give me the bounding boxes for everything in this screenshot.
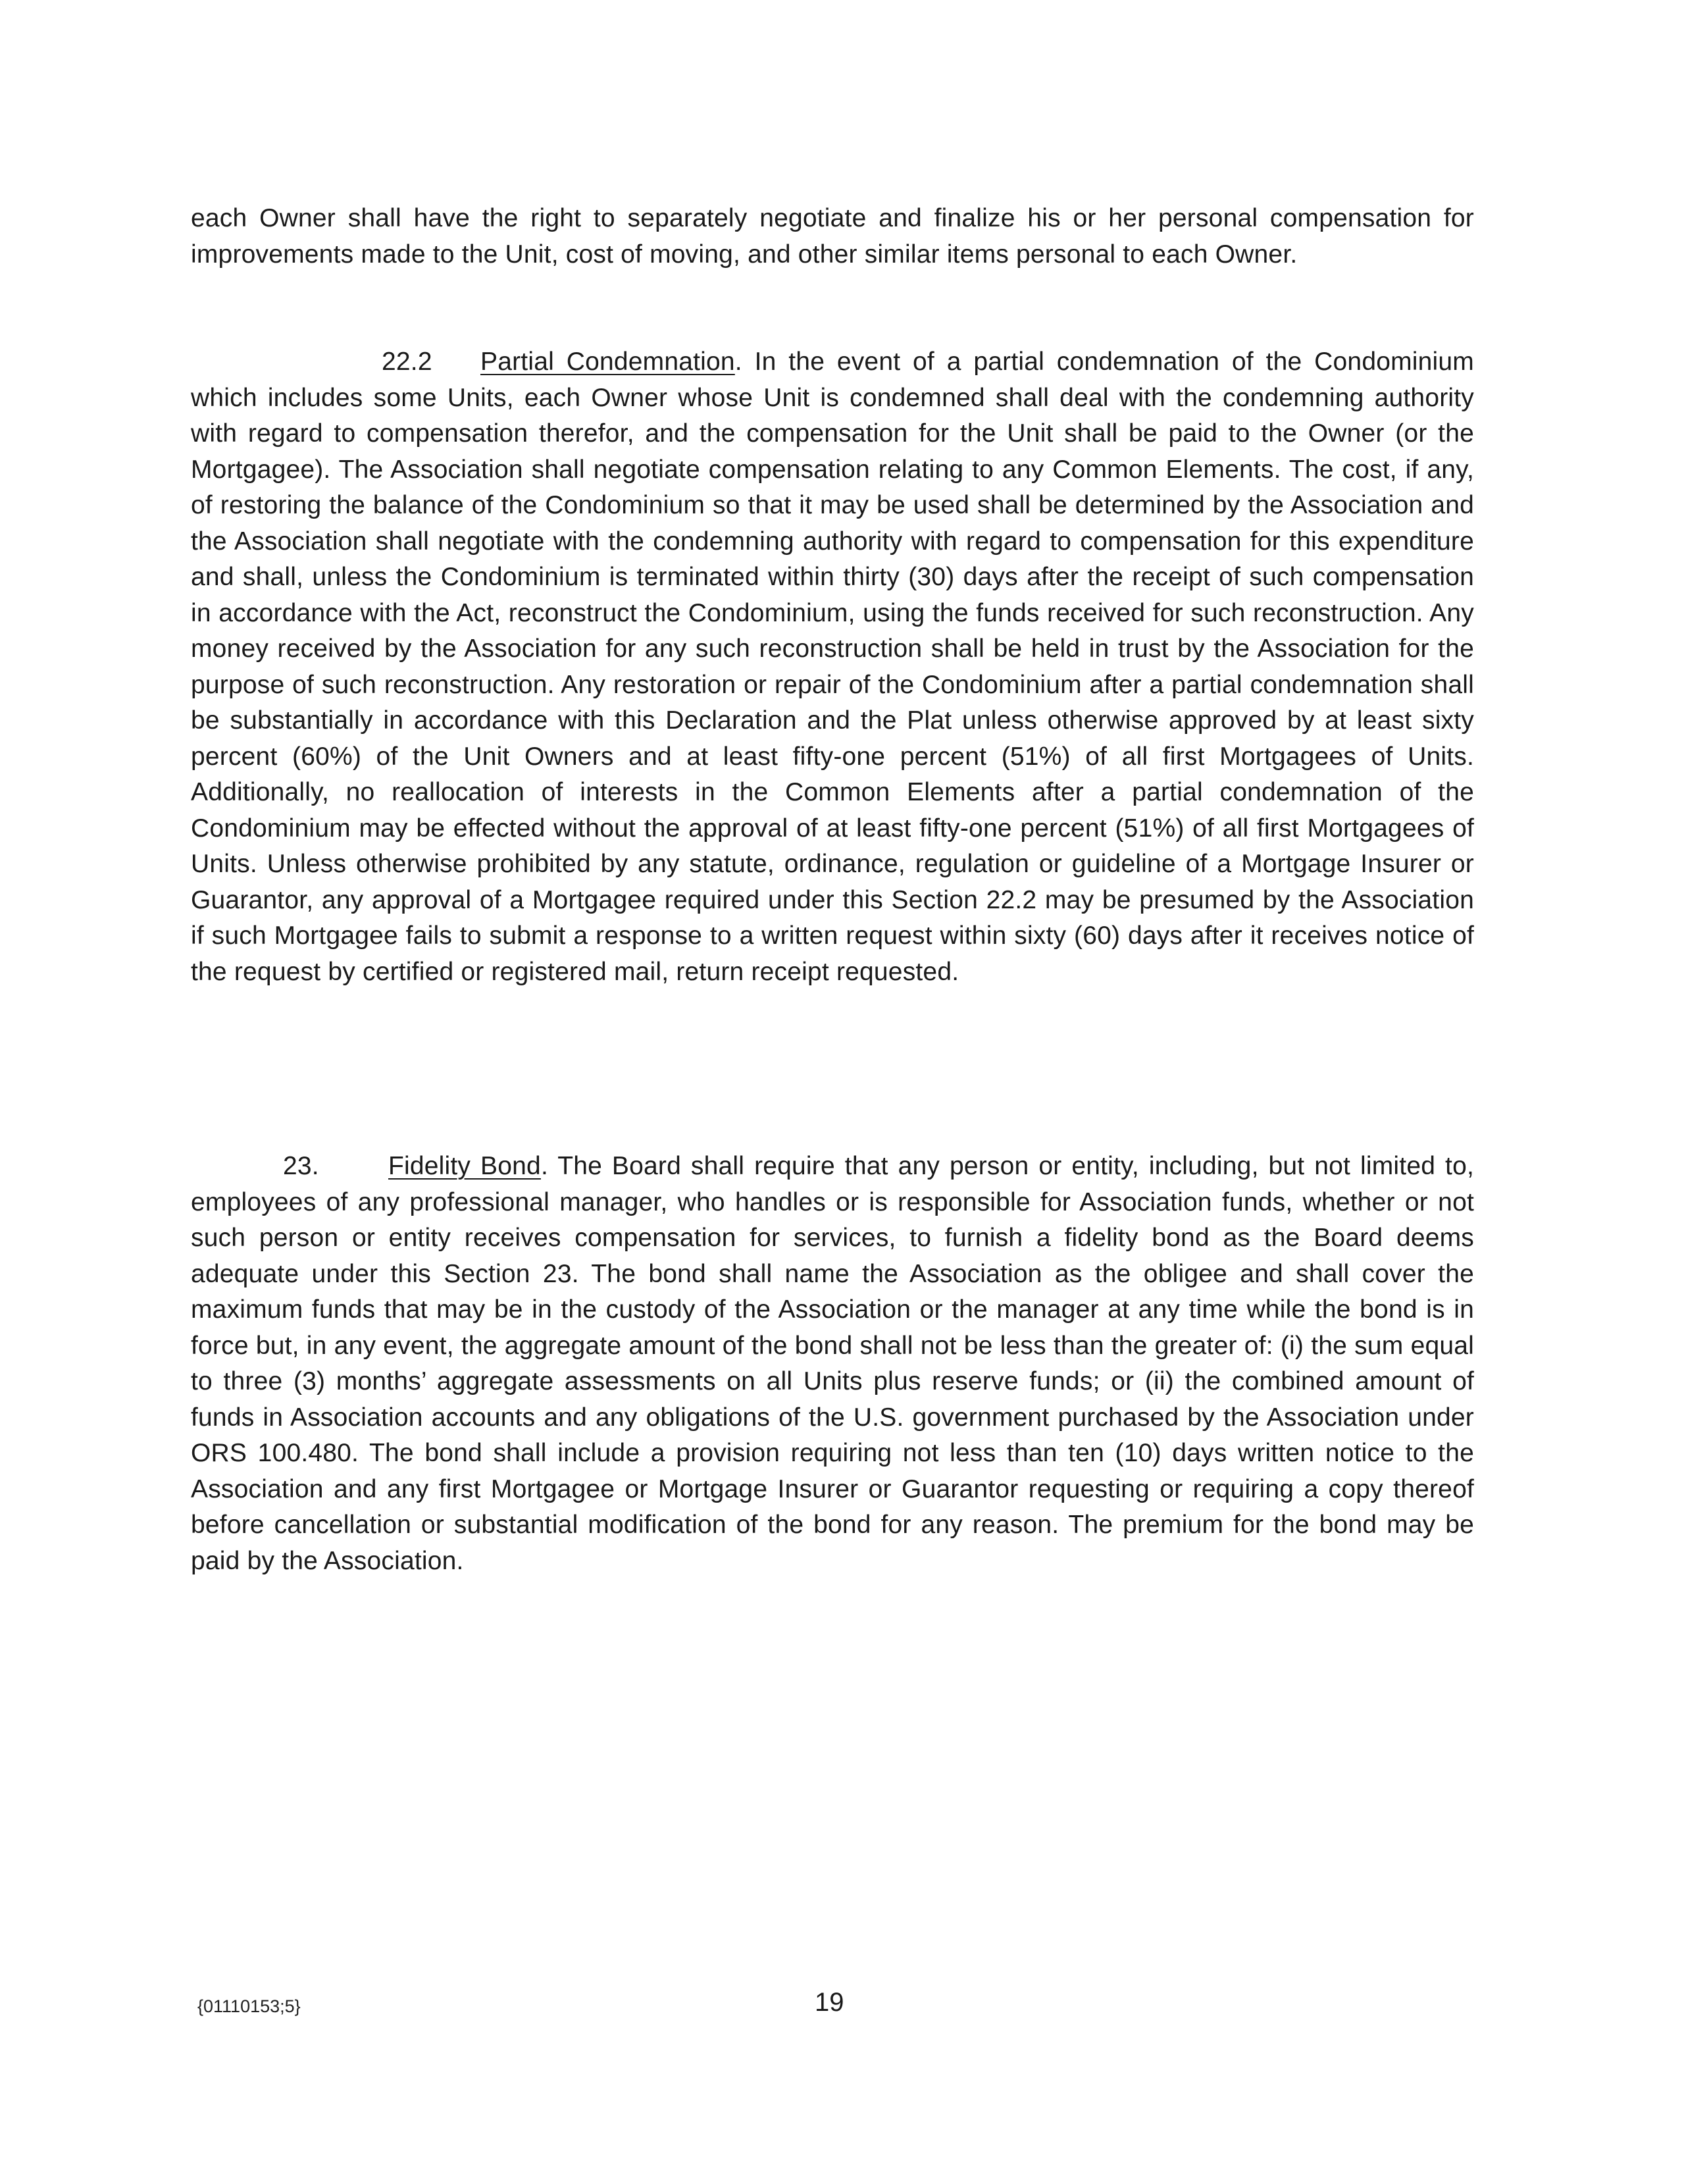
section-23-paragraph: [191, 1149, 1474, 1579]
section-22-2-paragraph: [191, 344, 1474, 990]
intro-paragraph: [191, 201, 1474, 273]
document-id: {01110153;5}: [197, 1996, 301, 2016]
page-number: 19: [815, 1988, 844, 2017]
section-23-number: 23.: [283, 1152, 319, 1180]
section-22-2-number: 22.2: [382, 348, 432, 376]
section-23-heading: Fidelity Bond: [388, 1152, 541, 1180]
intro-paragraph-text: each Owner shall have the right to separately negotiate and finalize his or her personal compensation for improvements made to the Unit, cost of moving, and other similar items personal to each Owner.: [191, 204, 1474, 269]
section-23-body: . The Board shall require that any person or entity, including, but not limited to, employees of any professional manager, who handles or is responsible for Association funds, whether or not such person or entity receives compensation for services, to furnish a fidelity bond as the Board deems adequate under this Section 23. The bond shall name the Association as the obligee and shall cover the maximum funds that may be in the custody of the Association or the manager at any time while the bond is in force but, in any event, the aggregate amount of the bond shall not be less than the greater of: (i) the sum equal to three (3) months’ aggregate assessments on all Units plus reserve funds; or (ii) the combined amount of funds in Association accounts and any obligations of the U.S. government purchased by the Association under ORS 100.480. The bond shall include a provision requiring not less than ten (10) days written notice to the Association and any first Mortgagee or Mortgage Insurer or Guarantor requesting or requiring a copy thereof before cancellation or substantial modification of the bond for any reason. The premium for the bond may be paid by the Association.: [191, 1152, 1474, 1575]
section-22-2-heading: Partial Condemnation: [480, 348, 735, 376]
section-22-2-body: . In the event of a partial condemnation of the Condominium which includes some Units, each Owner whose Unit is condemned shall deal with the condemning authority with regard to compensation therefor, and the compensation for the Unit shall be paid to the Owner (or the Mortgagee). The Association shall negotiate compensation relating to any Common Elements. The cost, if any, of restoring the balance of the Condominium so that it may be used shall be determined by the Association and the Association shall negotiate with the condemning authority with regard to compensation for this expenditure and shall, unless the Condominium is terminated within thirty (30) days after the receipt of such compensation in accordance with the Act, reconstruct the Condominium, using the funds received for such reconstruction. Any money received by the Association for any such reconstruction shall be held in trust by the Association for the purpose of such reconstruction. Any restoration or repair of the Condominium after a partial condemnation shall be substantially in accordance with this Declaration and the Plat unless otherwise approved by at least sixty percent (60%) of the Unit Owners and at least fifty-one percent (51%) of all first Mortgagees of Units. Additionally, no reallocation of interests in the Common Elements after a partial condemnation of the Condominium may be effected without the approval of at least fifty-one percent (51%) of all first Mortgagees of Units. Unless otherwise prohibited by any statute, ordinance, regulation or guideline of a Mortgage Insurer or Guarantor, any approval of a Mortgagee required under this Section 22.2 may be presumed by the Association if such Mortgagee fails to submit a response to a written request within sixty (60) days after it receives notice of the request by certified or registered mail, return receipt requested.: [191, 348, 1474, 986]
